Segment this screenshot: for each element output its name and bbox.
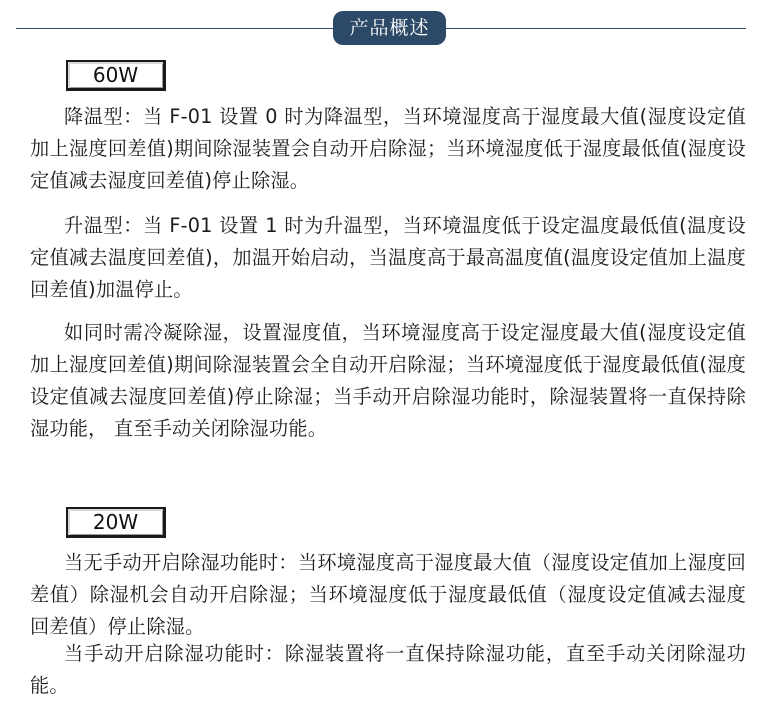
section-title-badge <box>333 11 446 45</box>
paragraph-cooling-mode: 降温型：当 F-01 设置 0 时为降温型，当环境湿度高于湿度最大值(湿度设定值加上湿度回差值)期间除湿装置会自动开启除湿；当环境湿度低于湿度最低值(湿度设定值减去湿度回差值)停止除湿。 <box>30 105 746 192</box>
page-title: 产品概述 <box>349 17 430 39</box>
model-label-60w <box>66 60 166 91</box>
model-label-text: 20W <box>92 510 139 534</box>
paragraph-condensation-dehumidify: 如同时需冷凝除湿，设置湿度值，当环境湿度高于设定湿度最大值(湿度设定值加上湿度回差值)期间除湿装置会全自动开启除湿；当环境湿度低于湿度最低值(湿度设定值减去湿度回差值)停止除湿；当手动开启除湿功能时，除湿装置将一直保持除湿功能， 直至手动关闭除湿功能。 <box>30 321 746 440</box>
paragraph-manual-dehumidify: 当手动开启除湿功能时：除湿装置将一直保持除湿功能，直至手动关闭除湿功能。 <box>30 642 746 697</box>
model-label-text: 60W <box>92 63 139 87</box>
paragraph-heating-mode: 升温型：当 F-01 设置 1 时为升温型，当环境温度低于设定温度最低值(温度设定值减去温度回差值)，加温开始启动，当温度高于最高温度值(温度设定值加上温度回差值)加温停止。 <box>30 214 746 301</box>
paragraph-auto-dehumidify: 当无手动开启除湿功能时：当环境湿度高于湿度最大值（湿度设定值加上湿度回差值）除湿机会自动开启除湿；当环境湿度低于湿度最低值（湿度设定值减去湿度回差值）停止除湿。 <box>30 551 746 638</box>
model-label-20w <box>66 507 166 538</box>
